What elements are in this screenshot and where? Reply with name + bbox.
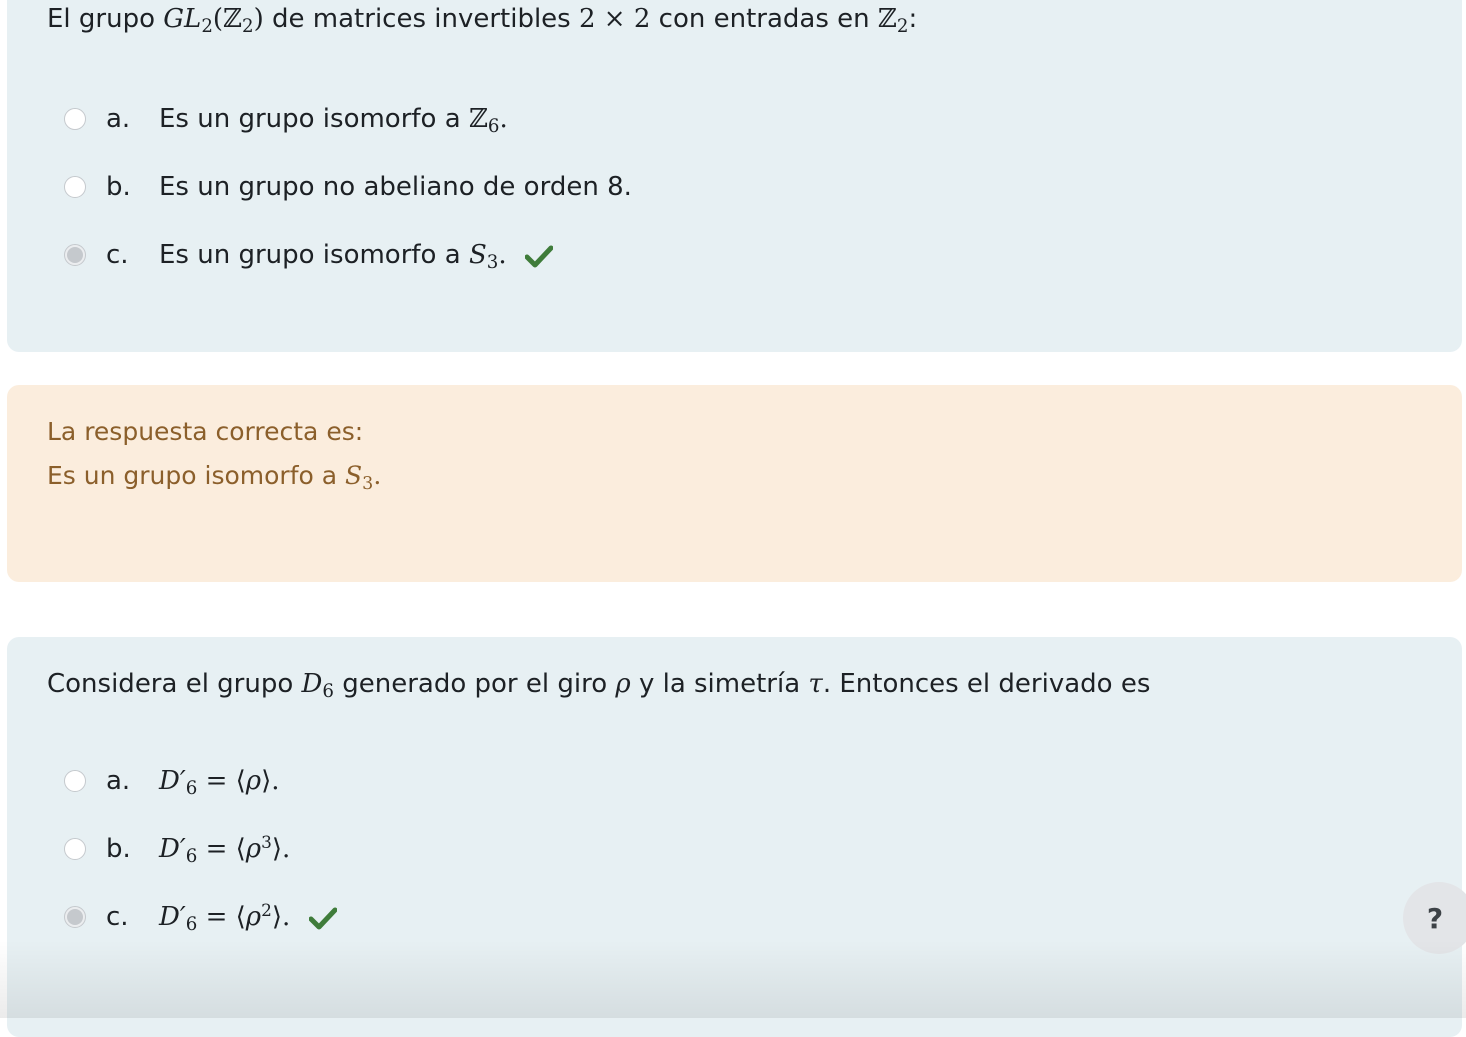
option-letter: a.: [106, 766, 131, 796]
answer-option-a[interactable]: [63, 761, 280, 801]
help-button[interactable]: ?: [1403, 882, 1466, 954]
answer-option-c[interactable]: [63, 235, 507, 275]
checkmark-icon: [309, 906, 337, 930]
option-text: $D'_6$ = $⟨\rho^3⟩$.: [159, 831, 291, 868]
option-text: $D'_6$ = ⟨ρ⟩.: [159, 766, 280, 800]
radio-button[interactable]: [64, 176, 86, 198]
option-text: Es un grupo isomorfo a ℤ$_6$.: [159, 104, 508, 138]
checkmark-icon: [525, 244, 553, 268]
answer-option-a[interactable]: [63, 99, 508, 139]
answer-option-b[interactable]: [63, 167, 632, 207]
question-card-1: [7, 0, 1462, 352]
question-text: Considera el grupo $D_6$ generado por el giro ρ y la simetría τ. Entonces el derivado es: [47, 669, 1151, 703]
option-text: Es un grupo isomorfo a $S_3$.: [159, 240, 553, 270]
option-letter: c.: [106, 240, 129, 270]
answer-option-b[interactable]: [63, 829, 291, 869]
radio-button[interactable]: [64, 838, 86, 860]
question-card-2: [7, 637, 1462, 1037]
question-text: El grupo $GL_2(ℤ_2)$ de matrices invertibles 2 × 2 con entradas en ℤ$_2$:: [47, 4, 918, 38]
option-letter: a.: [106, 104, 131, 134]
option-text: Es un grupo no abeliano de orden 8.: [159, 172, 632, 202]
radio-button-selected[interactable]: [64, 244, 86, 266]
option-letter: b.: [106, 834, 131, 864]
feedback-answer: Es un grupo isomorfo a $S_3$.: [47, 461, 382, 495]
radio-button[interactable]: [64, 108, 86, 130]
radio-button-selected[interactable]: [64, 906, 86, 928]
answer-option-c[interactable]: [63, 897, 291, 937]
feedback-correct-answer: [7, 385, 1462, 582]
option-letter: b.: [106, 172, 131, 202]
option-text: $D'_6$ = $⟨\rho^2⟩$.: [159, 902, 337, 932]
option-letter: c.: [106, 902, 129, 932]
radio-button[interactable]: [64, 770, 86, 792]
feedback-label: La respuesta correcta es:: [47, 417, 364, 446]
